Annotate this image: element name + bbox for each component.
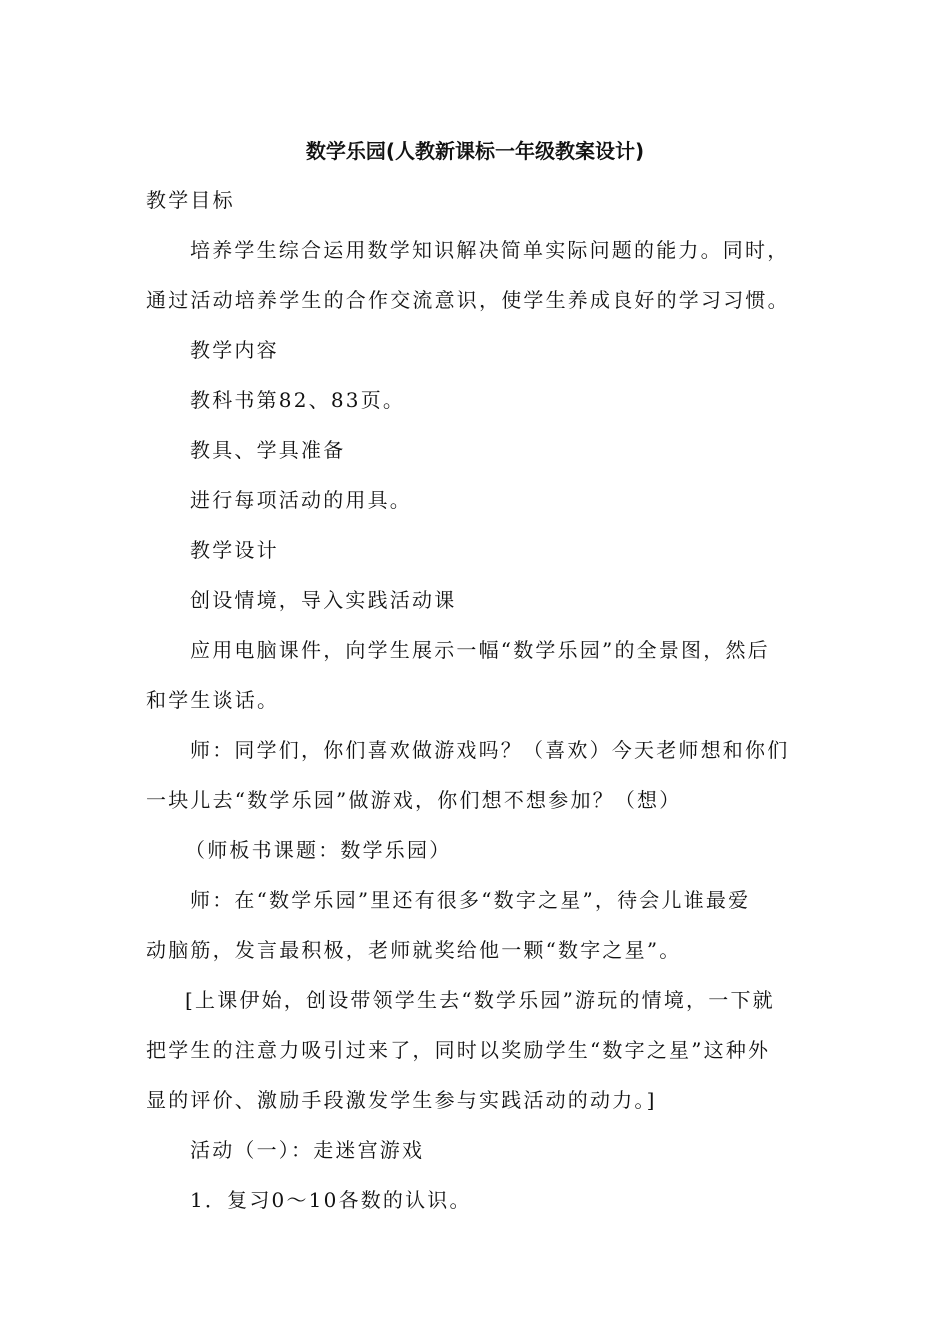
paragraph-line: 师：同学们，你们喜欢做游戏吗？（喜欢）今天老师想和你们 [190, 738, 790, 762]
paragraph-line: 通过活动培养学生的合作交流意识，使学生养成良好的学习习惯。 [146, 288, 790, 312]
heading-teaching-goal: 教学目标 [146, 188, 235, 212]
paragraph-line: 和学生谈话。 [146, 688, 280, 712]
paragraph-line: 创设情境，导入实践活动课 [190, 588, 457, 612]
paragraph-line: 1．复习0～10各数的认识。 [190, 1188, 472, 1212]
paragraph-line: 一块儿去“数学乐园”做游戏，你们想不想参加？（想） [146, 788, 682, 812]
paragraph-line: 教科书第82、83页。 [190, 388, 406, 412]
paragraph-line: （师板书课题：数学乐园） [185, 838, 452, 862]
document-title: 数学乐园(人教新课标一年级教案设计) [305, 139, 645, 163]
paragraph-line: 显的评价、激励手段激发学生参与实践活动的动力。] [146, 1088, 657, 1112]
paragraph-line: 师：在“数学乐园”里还有很多“数字之星”，待会儿谁最爱 [190, 888, 751, 912]
heading-materials: 教具、学具准备 [190, 438, 346, 462]
paragraph-line: 进行每项活动的用具。 [190, 488, 412, 512]
paragraph-line: 动脑筋，发言最积极，老师就奖给他一颗“数字之星”。 [146, 938, 682, 962]
paragraph-line: 把学生的注意力吸引过来了，同时以奖励学生“数字之星”这种外 [146, 1038, 771, 1062]
paragraph-line: 培养学生综合运用数学知识解决简单实际问题的能力。同时， [190, 238, 790, 262]
heading-teaching-content: 教学内容 [190, 338, 279, 362]
paragraph-line: [上课伊始，创设带领学生去“数学乐园”游玩的情境，一下就 [185, 988, 775, 1012]
paragraph-line: 应用电脑课件，向学生展示一幅“数学乐园”的全景图，然后 [190, 638, 770, 662]
heading-teaching-design: 教学设计 [190, 538, 279, 562]
heading-activity-1: 活动（一）：走迷宫游戏 [190, 1138, 425, 1162]
